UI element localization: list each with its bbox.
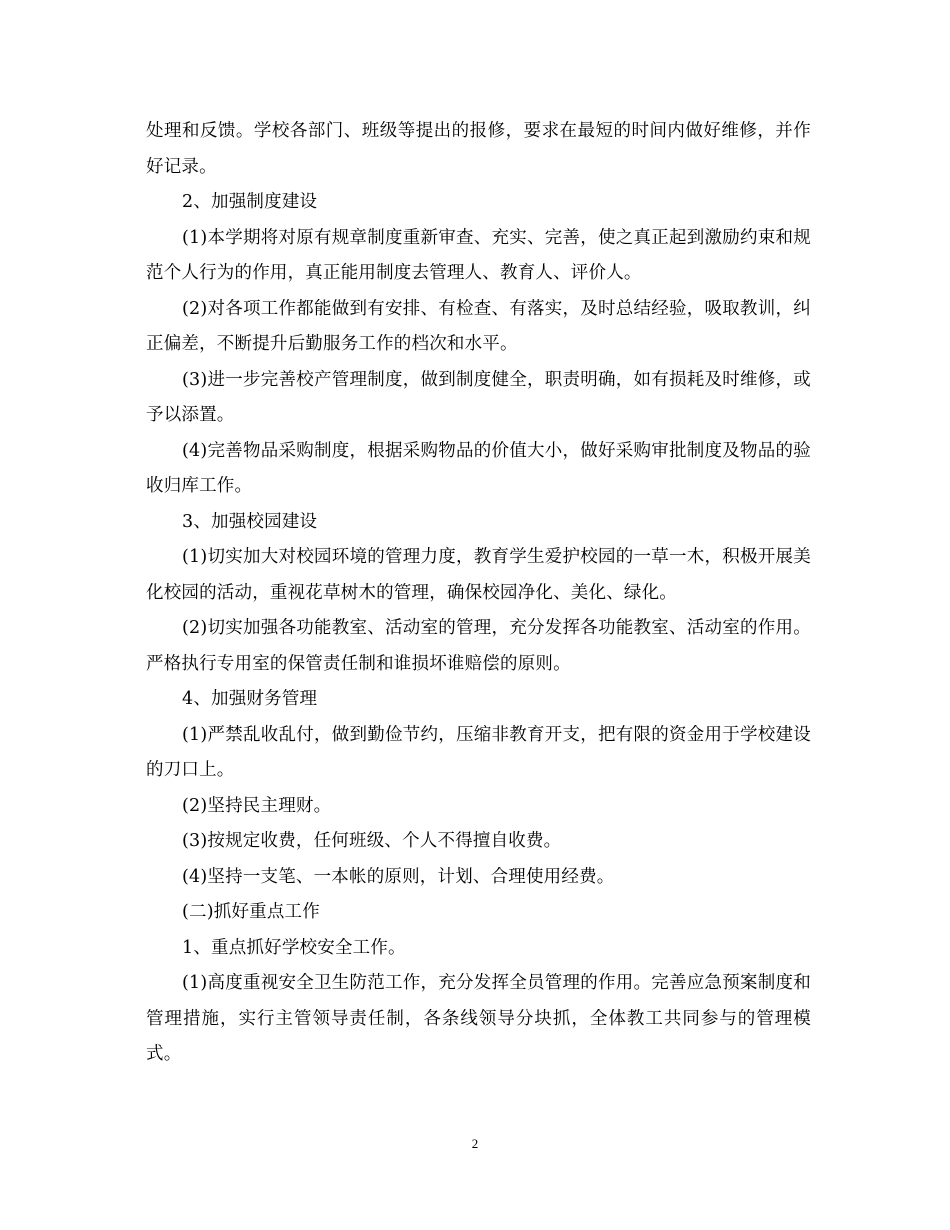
paragraph: (2)坚持民主理财。 xyxy=(182,795,332,816)
section-heading: 1、重点抓好学校安全工作。 xyxy=(182,937,406,958)
paragraph: (1)切实加大对校园环境的管理力度，教育学生爱护校园的一草一木，积极开展美化校园的活动，重视花草树木的管理，确保校园净化、美化、绿化。 xyxy=(146,547,811,603)
paragraph: (3)进一步完善校产管理制度，做到制度健全，职责明确，如有损耗及时维修，或予以添置。 xyxy=(146,369,811,425)
paragraph: 处理和反馈。学校各部门、班级等提出的报修，要求在最短的时间内做好维修，并作好记录。 xyxy=(146,121,811,177)
paragraph: (3)按规定收费，任何班级、个人不得擅自收费。 xyxy=(182,831,562,851)
section-heading: 3、加强校园建设 xyxy=(182,511,318,532)
paragraph: (1)高度重视安全卫生防范工作，充分发挥全员管理的作用。完善应急预案制度和管理措施，实行主管领导责任制，各条线领导分块抓，全体教工共同参与的管理模式。 xyxy=(146,973,811,1064)
page-number: 2 xyxy=(471,1136,479,1151)
document-body xyxy=(146,114,811,1073)
paragraph: (4)坚持一支笔、一本帐的原则，计划、合理使用经费。 xyxy=(182,866,615,887)
section-heading: (二)抓好重点工作 xyxy=(182,902,320,922)
section-heading: 2、加强制度建设 xyxy=(182,192,318,212)
paragraph: (4)完善物品采购制度，根据采购物品的价值大小，做好采购审批制度及物品的验收归库工作。 xyxy=(146,440,811,496)
section-heading: 4、加强财务管理 xyxy=(182,689,318,709)
paragraph: (1)本学期将对原有规章制度重新审查、充实、完善，使之真正起到激励约束和规范个人行为的作用，真正能用制度去管理人、教育人、评价人。 xyxy=(146,227,811,283)
paragraph: (1)严禁乱收乱付，做到勤俭节约，压缩非教育开支，把有限的资金用于学校建设的刀口上。 xyxy=(146,724,811,780)
paragraph: (2)对各项工作都能做到有安排、有检查、有落实，及时总结经验，吸取教训，纠正偏差，不断提升后勤服务工作的档次和水平。 xyxy=(146,298,811,354)
paragraph: (2)切实加强各功能教室、活动室的管理，充分发挥各功能教室、活动室的作用。严格执行专用室的保管责任制和谁损坏谁赔偿的原则。 xyxy=(146,618,811,674)
